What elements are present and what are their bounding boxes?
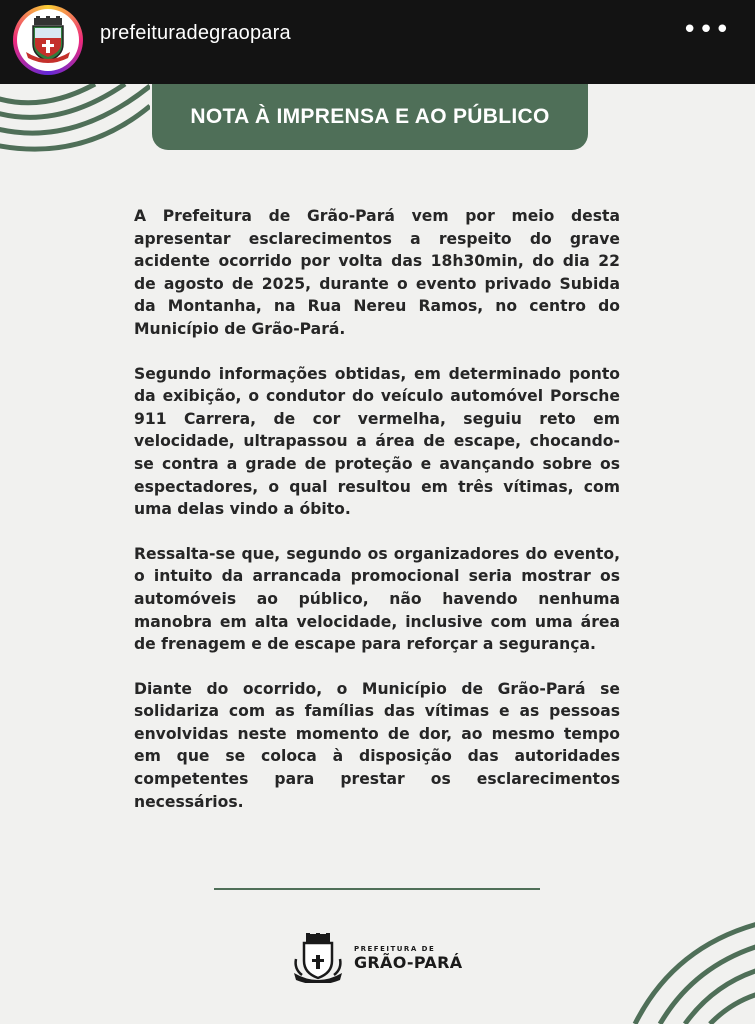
coat-of-arms-icon <box>292 933 344 983</box>
announcement-title-banner <box>152 84 588 150</box>
press-note-body <box>134 205 620 835</box>
announcement-title: NOTA À IMPRENSA E AO PÚBLICO <box>190 105 550 128</box>
account-username[interactable]: prefeituradegraopara <box>100 22 291 44</box>
coat-of-arms-icon <box>17 9 79 71</box>
divider <box>214 888 540 890</box>
paragraph: Diante do ocorrido, o Município de Grão-Pará se solidariza com as famílias das vítimas e as pessoas envolvidas neste momento de dor, ao mesmo tempo em que se coloca à disposição das autoridades competentes para prestar os esclarecimentos necessários. <box>134 679 620 811</box>
prefeitura-logo <box>292 932 462 984</box>
decorative-waves-top-left <box>0 84 150 164</box>
paragraph: Ressalta-se que, segundo os organizadores do evento, o intuito da arrancada promocional seria mostrar os automóveis ao público, não havendo nenhuma manobra em alta velocidade, inclusive com uma área de frenagem e de escape para reforçar a segurança. <box>134 544 620 654</box>
logo-title: GRÃO-PARÁ <box>354 952 463 972</box>
more-options-icon[interactable]: ••• <box>681 15 731 45</box>
decorative-waves-bottom-right <box>615 914 755 1024</box>
paragraph: A Prefeitura de Grão-Pará vem por meio desta apresentar esclarecimentos a respeito do grave acidente ocorrido por volta das 18h30min, do dia 22 de agosto de 2025, durante o evento privado Subida da Montanha, na Rua Nereu Ramos, no centro do Município de Grão-Pará. <box>134 207 620 338</box>
profile-avatar[interactable] <box>13 5 83 75</box>
paragraph: Segundo informações obtidas, em determinado ponto da exibição, o condutor do veículo automóvel Porsche 911 Carrera, de cor vermelha, seguiu reto em velocidade, ultrapassou a área de escape, chocando-se contra a grade de proteção e avançando sobre os espectadores, o qual resultou em três vítimas, com uma delas vindo a óbito. <box>134 364 620 519</box>
post-header <box>0 0 755 84</box>
logo-subtitle: PREFEITURA DE <box>354 944 436 953</box>
